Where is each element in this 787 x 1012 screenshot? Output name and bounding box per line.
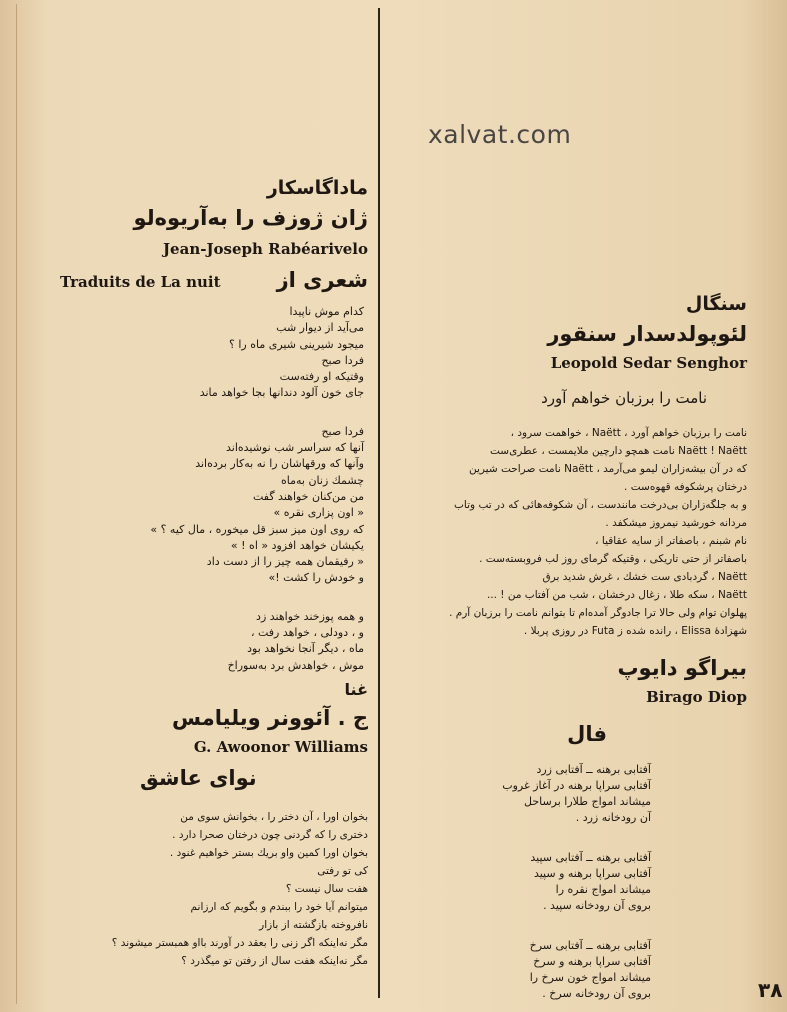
poem-line: بروی آن رودخانه سرخ .: [542, 987, 651, 1000]
poem-line: « رفیقمان همه چیز را از دست داد: [206, 555, 364, 569]
watermark: xalvat.com: [428, 120, 572, 149]
poem-line: چشمك زنان به‌ماه: [280, 473, 364, 487]
poem-line: من من‌کنان خواهند گفت: [252, 489, 364, 503]
poem-line: فردا صبح: [321, 424, 364, 438]
poem-line: « اون پزاری نقره »: [273, 506, 364, 520]
poet-name-fa: لئوپولدسدار سنقور: [547, 322, 747, 346]
poem-line: کی تو رفتی: [317, 864, 368, 877]
poem-line: جای خون آلود دندانها بجا خواهد ماند: [199, 386, 364, 400]
country-heading-2: غنا: [344, 679, 368, 699]
poem-line: پهلوان توام ولی حالا ترا جادوگر آمده‌ام تا بتوانم نامت را برزبان آرم .: [449, 607, 747, 619]
poet2-name-fa: بیراگو دایوپ: [617, 656, 747, 680]
poem-line: باصفاتر از حتی تاریکی ، وقتیکه گرمای روز لب فروبسته‌ست .: [479, 553, 747, 565]
poem-line: و به جلگه‌زاران بی‌درخت مانندست ، آن شکوفه‌هائی که در تب وتاب: [454, 499, 747, 511]
poem-line: و ، دودلی ، خواهد رفت ،: [250, 626, 364, 640]
poem-line: بخوان اورا کمین واو بریك بستر خواهیم غنود .: [169, 846, 368, 859]
page-number: ۳۸: [758, 978, 783, 1002]
poem-line: آفتابی سراپا برهنه در آغاز غروب: [502, 779, 651, 792]
poem-title: نامت را برزبان خواهم آورد: [541, 389, 707, 407]
poem-line: آفتابی برهنه ــ آفتابی سپید: [530, 851, 651, 864]
poem-stanza-2: [60, 424, 364, 587]
poem-line: هفت سال نیست ؟: [285, 882, 368, 895]
poem-lines: [392, 424, 747, 640]
left-column: [60, 176, 368, 970]
poem-title-row: [60, 266, 368, 294]
page-edge-line: [16, 4, 17, 1004]
poem-line: آفتابی برهنه ــ آفتابی سرخ: [529, 939, 651, 952]
poem-line: بروی آن رودخانه سپید .: [543, 899, 651, 912]
poem2-stanza-1: [392, 762, 651, 826]
poem2-stanza-2: [392, 850, 651, 914]
poem-line: نامت را برزبان خواهم آورد ، Naëtt ، خواهمت سرود ،: [510, 427, 747, 439]
poet-name-latin: Jean-Joseph Rabéarivelo: [162, 240, 368, 258]
poem-line: Naëtt ! Naëtt نامت همچو دارچین ملایمست ، عطری‌ست: [489, 445, 747, 457]
poem-line: نافروخته بازگشته از بازار: [259, 918, 368, 931]
poet-name-latin: Leopold Sedar Senghor: [550, 354, 747, 372]
poem-line: کدام موش ناپیدا: [289, 305, 364, 318]
poem2-stanza-3: [392, 938, 651, 1002]
poem-line: که در آن بیشه‌زاران لیمو می‌آرمد ، Naëtt نامت صراحت شیرین: [468, 463, 747, 475]
poem-line: میجود شیرینی شیری ماه را ؟: [229, 337, 364, 351]
poem-line: مردانه خورشید نیمروز میشکفد .: [605, 517, 747, 529]
poem-line: Naëtt ، گردبادی ست خشك ، غرش شدید برق: [542, 571, 747, 583]
poet2-name-latin: G. Awoonor Williams: [193, 737, 368, 756]
poem-line: آفتابی سراپا برهنه و سپید: [533, 867, 651, 880]
poem-line: آنها که سراسر شب نوشیده‌اند: [225, 441, 364, 455]
poem-title-fa: شعری از: [276, 268, 368, 292]
poem-line: درختان پرشکوفه قهوه‌ست .: [624, 481, 747, 493]
poet-name-fa: ژان ژوزف را به‌آریوه‌لو: [133, 206, 368, 230]
right-column: [392, 292, 747, 1002]
poem-line: میتوانم آیا خود را ببندم و بگویم که ارزانم: [190, 900, 368, 913]
poem-line: دختری را که گردنی چون درختان صحرا دارد .: [172, 828, 368, 841]
poem-line: آفتابی سراپا برهنه و سرخ: [533, 955, 651, 968]
poem-title-latin: Traduits de La nuit: [60, 273, 221, 291]
country-heading: سنگال: [685, 293, 747, 315]
poem-line: Naëtt ، سکه طلا ، زغال درخشان ، شب من آفتاب من ! ...: [486, 589, 747, 601]
poem-line: فردا صبح: [321, 353, 364, 367]
poem2-lines: [60, 808, 368, 970]
poet2-name-fa: ج . آئوونر ویلیامس: [172, 705, 368, 730]
poem-line: یکیشان خواهد افزود « اه ! »: [230, 538, 364, 552]
poem-line: میشاند امواج طلارا برساحل: [523, 795, 651, 808]
poem-line: وقتیکه او رفته‌ست: [279, 370, 364, 384]
poem-line: بخوان اورا ، آن دختر را ، بخوانش سوی من: [180, 810, 368, 823]
poem-line: مگر نه‌اینکه اگر زنی را بعقد در آورند بااو همبستر میشوند ؟: [111, 936, 368, 949]
poem-line: موش ، خواهدش برد به‌سوراخ: [227, 658, 364, 672]
poem-line: میشاند امواج نقره را: [555, 883, 651, 896]
poem-line: و خودش را کشت !»: [268, 571, 364, 585]
column-divider: [378, 8, 380, 998]
poem-line: و همه پوزخند خواهند زد: [256, 609, 364, 623]
poem-line: که روی اون میز سبز قل میخوره ، مال کیه ؟ »: [150, 522, 364, 536]
poem-line: آن رودخانه زرد .: [575, 811, 651, 824]
poem-line: ماه ، دیگر آنجا نخواهد بود: [247, 642, 364, 656]
poet2-name-latin: Birago Diop: [646, 688, 747, 706]
country-heading: ماداگاسکار: [266, 177, 368, 199]
poem-stanza-3: [60, 609, 364, 674]
poem-line: آفتابی برهنه ــ آفتابی زرد: [536, 763, 651, 776]
poem-line: شهزادهٔ Elissa ، رانده شده ز Futa در روزی پربلا .: [523, 625, 747, 637]
poem-line: نام شبنم ، باصفاتر از سایه عقاقیا ،: [595, 535, 747, 547]
poem-line: میشاند امواج خون سرخ را: [529, 971, 651, 984]
poem2-title: نوای عاشق: [140, 765, 257, 790]
poem-line: می‌آید از دیوار شب: [276, 321, 364, 335]
poem2-title: فال: [567, 722, 607, 746]
poem-line: مگر نه‌اینکه هفت سال از رفتن تو میگذرد ؟: [181, 954, 368, 967]
poem-stanza-1: [60, 304, 364, 402]
poem-line: وآنها که ورقهاشان را نه به‌کار برده‌اند: [195, 457, 364, 471]
